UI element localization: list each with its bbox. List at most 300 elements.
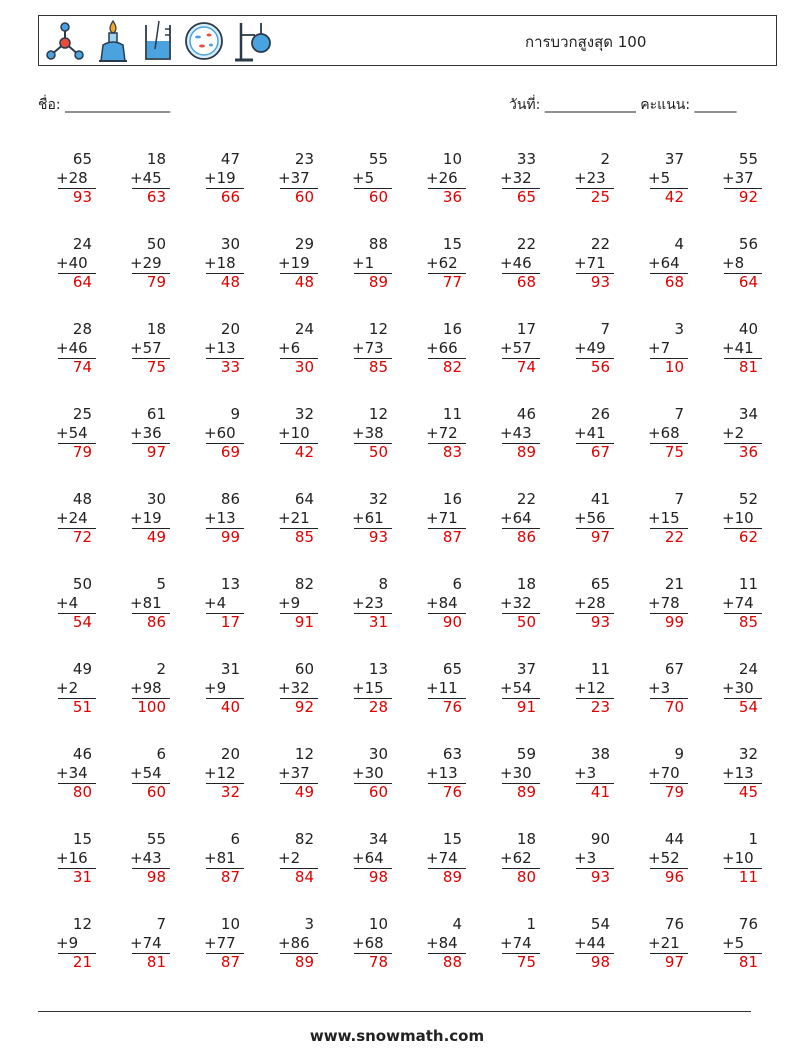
addition-problem [426, 915, 472, 979]
addition-problem [278, 915, 324, 979]
addend-top: 22 [516, 235, 536, 253]
addend-top: 76 [664, 915, 684, 933]
addition-problem [204, 830, 250, 894]
answer: 89 [368, 273, 388, 291]
addition-problem [722, 490, 768, 554]
answer: 68 [664, 273, 684, 291]
answer: 48 [294, 273, 314, 291]
addend-bottom: +32 [278, 679, 310, 697]
addition-problem [352, 830, 398, 894]
addend-bottom: +64 [500, 509, 532, 527]
addend-top: 49 [72, 660, 92, 678]
addition-problem [278, 150, 324, 214]
answer: 97 [664, 953, 684, 971]
answer: 88 [442, 953, 462, 971]
addend-top: 82 [294, 575, 314, 593]
addend-top: 18 [146, 150, 166, 168]
answer: 45 [738, 783, 758, 801]
addition-problem [648, 150, 694, 214]
addend-bottom: +37 [278, 169, 310, 187]
addend-bottom: +32 [500, 169, 532, 187]
addition-problem [648, 405, 694, 469]
addend-bottom: +38 [352, 424, 384, 442]
answer: 98 [368, 868, 388, 886]
addend-bottom: +49 [574, 339, 606, 357]
answer: 56 [590, 358, 610, 376]
answer: 79 [72, 443, 92, 461]
addition-problem [500, 575, 546, 639]
addend-top: 2 [600, 150, 610, 168]
addend-bottom: +23 [574, 169, 606, 187]
addition-problem [278, 660, 324, 724]
addend-top: 5 [156, 575, 166, 593]
answer: 100 [137, 698, 166, 716]
addition-problem [352, 575, 398, 639]
answer: 54 [72, 613, 92, 631]
addend-bottom: +44 [574, 934, 606, 952]
addition-problem [56, 830, 102, 894]
addition-problem [574, 915, 620, 979]
addend-top: 32 [368, 490, 388, 508]
addend-top: 13 [220, 575, 240, 593]
addition-problem [722, 660, 768, 724]
addition-problem [574, 660, 620, 724]
addition-problem [574, 830, 620, 894]
addition-problem [352, 320, 398, 384]
addend-bottom: +43 [130, 849, 162, 867]
addend-bottom: +2 [722, 424, 745, 442]
addition-problem [278, 235, 324, 299]
score-blank: ______ [694, 97, 737, 113]
answer: 75 [146, 358, 166, 376]
answer: 97 [590, 528, 610, 546]
addend-bottom: +56 [574, 509, 606, 527]
addend-top: 24 [72, 235, 92, 253]
answer: 60 [294, 188, 314, 206]
answer: 40 [220, 698, 240, 716]
addition-problem [500, 405, 546, 469]
addend-bottom: +2 [278, 849, 301, 867]
addition-problem [648, 660, 694, 724]
addition-problem [204, 745, 250, 809]
addend-top: 90 [590, 830, 610, 848]
answer: 50 [516, 613, 536, 631]
addend-top: 12 [72, 915, 92, 933]
addend-top: 7 [600, 320, 610, 338]
addend-bottom: +28 [574, 594, 606, 612]
addend-bottom: +5 [648, 169, 671, 187]
answer: 89 [294, 953, 314, 971]
answer: 87 [220, 868, 240, 886]
answer: 77 [442, 273, 462, 291]
addend-bottom: +52 [648, 849, 680, 867]
answer: 86 [516, 528, 536, 546]
addend-top: 34 [738, 405, 758, 423]
addend-top: 24 [294, 320, 314, 338]
answer: 10 [664, 358, 684, 376]
addend-bottom: +5 [352, 169, 375, 187]
addend-bottom: +54 [56, 424, 88, 442]
answer: 91 [294, 613, 314, 631]
answer: 54 [738, 698, 758, 716]
addend-bottom: +66 [426, 339, 458, 357]
addend-bottom: +3 [574, 764, 597, 782]
answer: 84 [294, 868, 314, 886]
addend-top: 17 [516, 320, 536, 338]
addend-bottom: +74 [130, 934, 162, 952]
addend-bottom: +4 [56, 594, 79, 612]
answer: 49 [294, 783, 314, 801]
addend-top: 18 [516, 830, 536, 848]
addend-top: 7 [674, 490, 684, 508]
addend-top: 11 [590, 660, 610, 678]
addend-top: 41 [590, 490, 610, 508]
addition-problem [130, 575, 176, 639]
answer: 80 [72, 783, 92, 801]
answer: 33 [220, 358, 240, 376]
answer: 87 [220, 953, 240, 971]
addend-top: 37 [516, 660, 536, 678]
addend-bottom: +54 [500, 679, 532, 697]
answer: 64 [738, 273, 758, 291]
addition-problem [352, 660, 398, 724]
addition-problem [204, 150, 250, 214]
addition-problem [204, 235, 250, 299]
date-label: วันที่: [509, 97, 541, 113]
addend-top: 11 [738, 575, 758, 593]
addend-bottom: +62 [426, 254, 458, 272]
addend-top: 3 [304, 915, 314, 933]
addition-problem [500, 320, 546, 384]
addition-problem [426, 405, 472, 469]
addend-bottom: +84 [426, 594, 458, 612]
addend-top: 18 [516, 575, 536, 593]
addend-bottom: +34 [56, 764, 88, 782]
addend-bottom: +12 [574, 679, 606, 697]
answer: 93 [590, 868, 610, 886]
addition-problem [56, 235, 102, 299]
addend-top: 9 [674, 745, 684, 763]
addend-top: 40 [738, 320, 758, 338]
addend-bottom: +61 [352, 509, 384, 527]
addend-bottom: +43 [500, 424, 532, 442]
addition-problem [278, 320, 324, 384]
addend-top: 15 [442, 235, 462, 253]
addition-problem [204, 660, 250, 724]
addition-problem [574, 320, 620, 384]
answer: 92 [294, 698, 314, 716]
addend-top: 24 [738, 660, 758, 678]
answer: 93 [72, 188, 92, 206]
addition-problem [426, 575, 472, 639]
answer: 50 [368, 443, 388, 461]
addition-problem [722, 915, 768, 979]
answer: 67 [590, 443, 610, 461]
answer: 21 [72, 953, 92, 971]
addition-problem [56, 915, 102, 979]
addend-top: 30 [146, 490, 166, 508]
addend-bottom: +1 [352, 254, 375, 272]
answer: 48 [220, 273, 240, 291]
addend-top: 26 [590, 405, 610, 423]
addend-bottom: +19 [204, 169, 236, 187]
answer: 75 [664, 443, 684, 461]
answer: 25 [590, 188, 610, 206]
addend-top: 23 [294, 150, 314, 168]
answer: 22 [664, 528, 684, 546]
addend-top: 7 [156, 915, 166, 933]
footer-divider [38, 1011, 751, 1012]
addend-bottom: +40 [56, 254, 88, 272]
addend-bottom: +54 [130, 764, 162, 782]
answer: 31 [368, 613, 388, 631]
addend-bottom: +30 [352, 764, 384, 782]
addition-problem [56, 745, 102, 809]
addition-problem [574, 575, 620, 639]
addition-problem [204, 575, 250, 639]
answer: 69 [220, 443, 240, 461]
addend-top: 65 [442, 660, 462, 678]
addition-problem [130, 405, 176, 469]
addend-top: 13 [368, 660, 388, 678]
addend-top: 47 [220, 150, 240, 168]
answer: 97 [146, 443, 166, 461]
answer: 72 [72, 528, 92, 546]
addition-problem [500, 150, 546, 214]
answer: 74 [516, 358, 536, 376]
addend-bottom: +8 [722, 254, 745, 272]
addition-problem [648, 490, 694, 554]
addition-problem [130, 150, 176, 214]
addend-bottom: +12 [204, 764, 236, 782]
answer: 76 [442, 783, 462, 801]
addend-bottom: +70 [648, 764, 680, 782]
addend-top: 20 [220, 745, 240, 763]
addend-bottom: +74 [500, 934, 532, 952]
addend-top: 11 [442, 405, 462, 423]
answer: 60 [368, 783, 388, 801]
addend-top: 4 [674, 235, 684, 253]
addend-top: 50 [72, 575, 92, 593]
addition-problem [722, 150, 768, 214]
addend-bottom: +6 [278, 339, 301, 357]
addend-bottom: +74 [426, 849, 458, 867]
addend-top: 56 [738, 235, 758, 253]
addend-top: 20 [220, 320, 240, 338]
answer: 36 [442, 188, 462, 206]
answer: 36 [738, 443, 758, 461]
addend-top: 18 [146, 320, 166, 338]
answer: 89 [442, 868, 462, 886]
addend-top: 65 [72, 150, 92, 168]
addition-problem [278, 490, 324, 554]
addition-problem [574, 405, 620, 469]
addition-problem [574, 745, 620, 809]
answer: 85 [294, 528, 314, 546]
answer: 93 [368, 528, 388, 546]
worksheet-title: การบวกสูงสุด 100 [525, 33, 647, 51]
date-blank: _____________ [544, 97, 636, 113]
addend-top: 61 [146, 405, 166, 423]
addend-bottom: +5 [722, 934, 745, 952]
addend-top: 10 [220, 915, 240, 933]
addend-bottom: +11 [426, 679, 458, 697]
addition-problem [426, 830, 472, 894]
answer: 82 [442, 358, 462, 376]
addend-top: 6 [230, 830, 240, 848]
addend-bottom: +36 [130, 424, 162, 442]
answer: 93 [590, 613, 610, 631]
addend-bottom: +30 [500, 764, 532, 782]
addend-bottom: +9 [204, 679, 227, 697]
addend-top: 38 [590, 745, 610, 763]
addition-problem [500, 915, 546, 979]
addend-top: 10 [442, 150, 462, 168]
addend-top: 28 [72, 320, 92, 338]
addition-problem [426, 320, 472, 384]
addend-bottom: +10 [722, 509, 754, 527]
answer: 98 [590, 953, 610, 971]
addend-top: 52 [738, 490, 758, 508]
addend-bottom: +64 [352, 849, 384, 867]
addend-top: 88 [368, 235, 388, 253]
addition-problem [130, 490, 176, 554]
addend-bottom: +84 [426, 934, 458, 952]
answer: 63 [146, 188, 166, 206]
addend-top: 59 [516, 745, 536, 763]
addend-top: 15 [442, 830, 462, 848]
addend-bottom: +16 [56, 849, 88, 867]
addend-top: 55 [146, 830, 166, 848]
addend-top: 50 [146, 235, 166, 253]
addend-top: 22 [590, 235, 610, 253]
addition-problem [352, 915, 398, 979]
addition-problem [648, 320, 694, 384]
answer: 31 [72, 868, 92, 886]
addition-problem [426, 150, 472, 214]
addend-top: 34 [368, 830, 388, 848]
addend-top: 55 [738, 150, 758, 168]
addend-top: 21 [664, 575, 684, 593]
addend-bottom: +60 [204, 424, 236, 442]
answer: 99 [664, 613, 684, 631]
addend-top: 86 [220, 490, 240, 508]
addend-top: 6 [452, 575, 462, 593]
addend-top: 63 [442, 745, 462, 763]
addend-top: 65 [590, 575, 610, 593]
addition-problem [352, 490, 398, 554]
addend-bottom: +13 [722, 764, 754, 782]
addend-top: 16 [442, 490, 462, 508]
answer: 78 [368, 953, 388, 971]
answer: 17 [220, 613, 240, 631]
addend-top: 31 [220, 660, 240, 678]
addition-problem [722, 745, 768, 809]
addend-top: 44 [664, 830, 684, 848]
addend-top: 9 [230, 405, 240, 423]
addition-problem [352, 405, 398, 469]
addend-bottom: +86 [278, 934, 310, 952]
addition-problem [500, 745, 546, 809]
addend-top: 1 [526, 915, 536, 933]
addend-bottom: +37 [722, 169, 754, 187]
addend-bottom: +74 [722, 594, 754, 612]
addend-bottom: +72 [426, 424, 458, 442]
addend-bottom: +10 [722, 849, 754, 867]
answer: 98 [146, 868, 166, 886]
addition-problem [352, 235, 398, 299]
addend-bottom: +21 [278, 509, 310, 527]
addend-bottom: +71 [426, 509, 458, 527]
addend-bottom: +73 [352, 339, 384, 357]
addend-top: 16 [442, 320, 462, 338]
addend-bottom: +41 [574, 424, 606, 442]
addend-bottom: +7 [648, 339, 671, 357]
addend-bottom: +18 [204, 254, 236, 272]
addend-bottom: +30 [722, 679, 754, 697]
addition-problem [648, 745, 694, 809]
answer: 99 [220, 528, 240, 546]
addition-problem [56, 575, 102, 639]
addition-problem [722, 235, 768, 299]
addition-problem [722, 320, 768, 384]
addend-bottom: +21 [648, 934, 680, 952]
addition-problem [278, 575, 324, 639]
addend-bottom: +15 [648, 509, 680, 527]
addition-problem [130, 915, 176, 979]
answer: 89 [516, 783, 536, 801]
addend-bottom: +78 [648, 594, 680, 612]
addition-problem [204, 405, 250, 469]
addition-problem [500, 235, 546, 299]
score-label: คะแนน: [640, 97, 691, 113]
addend-top: 33 [516, 150, 536, 168]
answer: 81 [738, 358, 758, 376]
addend-top: 64 [294, 490, 314, 508]
addition-problem [500, 490, 546, 554]
addend-top: 2 [156, 660, 166, 678]
answer: 92 [738, 188, 758, 206]
answer: 76 [442, 698, 462, 716]
addition-problem [56, 320, 102, 384]
answer: 75 [516, 953, 536, 971]
addend-top: 46 [516, 405, 536, 423]
addend-bottom: +15 [352, 679, 384, 697]
addend-top: 29 [294, 235, 314, 253]
answer: 64 [72, 273, 92, 291]
addend-bottom: +9 [278, 594, 301, 612]
addend-bottom: +9 [56, 934, 79, 952]
addend-bottom: +3 [574, 849, 597, 867]
answer: 60 [146, 783, 166, 801]
answer: 74 [72, 358, 92, 376]
answer: 42 [294, 443, 314, 461]
answer: 89 [516, 443, 536, 461]
addend-top: 12 [368, 320, 388, 338]
answer: 90 [442, 613, 462, 631]
addend-bottom: +32 [500, 594, 532, 612]
addition-problem [574, 235, 620, 299]
addition-problem [426, 660, 472, 724]
addend-top: 25 [72, 405, 92, 423]
addition-problem [204, 320, 250, 384]
addend-top: 22 [516, 490, 536, 508]
addition-problem [130, 235, 176, 299]
addend-top: 48 [72, 490, 92, 508]
addend-bottom: +68 [352, 934, 384, 952]
addition-problem [204, 915, 250, 979]
addend-bottom: +28 [56, 169, 88, 187]
